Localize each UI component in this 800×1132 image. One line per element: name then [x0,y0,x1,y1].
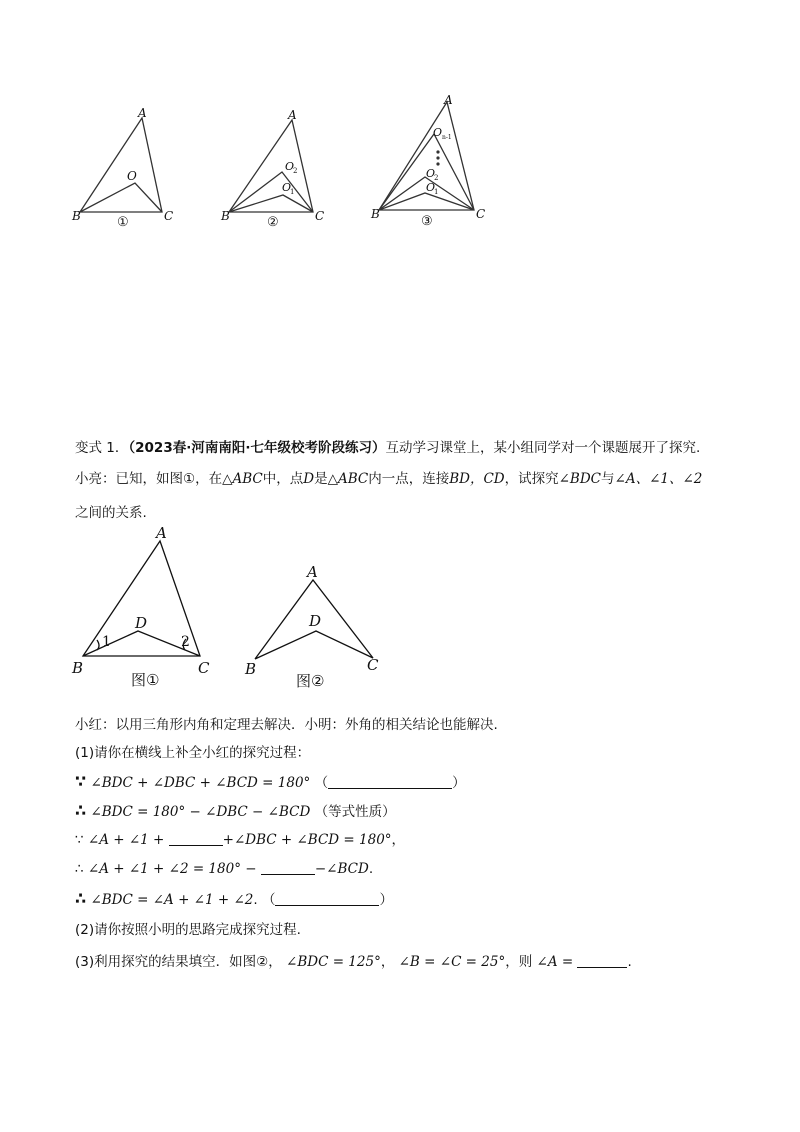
therefore-symbol: ∴ [75,889,87,908]
question-2-text: (2)请你按照小明的思路完成探究过程. [75,922,301,938]
fig3-label-c: C [476,207,486,221]
mfig1-label-c: C [198,659,210,677]
question-3 [75,952,632,972]
step-4-expr-a: ∠A + ∠1 + ∠2 = 180° − [87,861,257,877]
q3-angles-bc: ∠B = ∠C = 25° [398,954,506,970]
fig2-label-b: B [221,209,230,223]
fig3-dot [436,156,439,159]
question-1 [75,743,310,763]
step-5-expr: ∠BDC = ∠A + ∠1 + ∠2 [90,892,254,908]
fig2-caption: ② [267,215,279,230]
problem-text: 是 [314,471,328,487]
fig3-label-o2: O [426,167,436,180]
fig1-label-o: O [127,169,137,183]
angle-bdc: ∠BDC [558,471,602,487]
fig2-label-o1-sub: 1 [290,188,295,196]
fig3-label-o1-sub: 1 [434,188,439,196]
mfig2-caption: 图② [296,672,325,690]
middle-figures [0,520,800,700]
problem-line-2 [75,469,702,489]
step-5-mid: . [253,892,258,908]
problem-title: 变式 1． [75,440,129,456]
fig3-label-on-sub: n-1 [442,134,452,141]
problem-text: 与 [601,471,615,487]
mfig1-caption: 图① [131,671,160,689]
fig2-label-o2-sub: 2 [293,167,298,175]
fig2-inner-o1 [229,195,313,212]
point-d: D [303,471,315,487]
fig3-caption: ③ [421,214,433,229]
q3-comma: ， [380,954,395,970]
mfig2-label-d: D [309,612,322,630]
fig1-label-c: C [164,209,174,223]
solution-intro [75,715,498,735]
step-1 [75,772,466,793]
therefore-symbol: ∴ [75,861,84,877]
paren-open: （ [314,775,329,791]
problem-text: ，试探究 [504,471,559,487]
answer-blank-1[interactable] [328,774,452,789]
fig1-caption: ① [117,215,129,230]
question-1-text: (1)请你在横线上补全小红的探究过程： [75,745,311,761]
paren-close: ） [379,892,393,908]
mfig2-label-b: B [245,660,257,678]
fig3-inner-o1 [379,193,474,210]
step-3-expr-b: +∠DBC + ∠BCD = 180° [222,832,392,848]
solution-intro-text: 小红：以用三角形内角和定理去解决．小明：外角的相关结论也能解决. [75,717,498,733]
triangle-abc: △ABC [327,471,369,487]
therefore-symbol: ∴ [75,801,87,820]
because-symbol: ∵ [75,772,87,791]
fig1-label-b: B [72,209,81,223]
fig2-label-o2: O [285,160,295,173]
problem-source: （2023春·河南南阳·七年级校考阶段练习） [128,440,386,456]
step-2-note: （等式性质） [314,804,396,820]
fig3-dot [436,150,439,153]
step-1-expr: ∠BDC + ∠DBC + ∠BCD = 180° [90,775,311,791]
problem-intro: 互动学习课堂上，某小组同学对一个课题展开了探究. [385,440,701,456]
step-4-expr-b: −∠BCD [314,861,369,877]
step-3 [75,830,405,850]
segments-bd-cd: BD，CD [449,471,505,487]
because-symbol: ∵ [75,832,84,848]
problem-text: 中，点 [262,471,304,487]
step-5 [75,889,393,910]
fig2-label-a: A [288,108,297,122]
mfig1-label-b: B [72,659,84,677]
answer-blank-5[interactable] [577,953,627,968]
fig1-label-a: A [138,106,147,120]
q3-angle-a: ∠A = [536,954,574,970]
paren-open: （ [261,892,276,908]
question-3-text: (3)利用探究的结果填空．如图②， [75,954,282,970]
step-2 [75,801,396,822]
step-2-expr: ∠BDC = 180° − ∠DBC − ∠BCD [90,804,311,820]
mfig1-arc1 [97,640,99,650]
mfig2-label-c: C [367,656,379,674]
answer-blank-3[interactable] [261,860,315,875]
angles-list: ∠A、∠1、∠2 [614,471,703,487]
paren-close: ） [452,775,466,791]
mfig1-label-a: A [156,524,167,542]
mfig2-label-a: A [307,563,318,581]
problem-text: 之间的关系. [75,505,147,521]
q3-end: . [627,954,632,970]
fig3-label-on: O [433,126,443,139]
answer-blank-2[interactable] [169,831,223,846]
fig2-label-c: C [315,209,325,223]
mfig1-label-2: 2 [181,634,190,650]
q3-then: ，则 [505,954,533,970]
step-3-end: ， [391,832,406,848]
q3-angle-bdc: ∠BDC = 125° [286,954,381,970]
fig3-label-b: B [371,207,380,221]
fig3-label-o1: O [426,181,436,194]
fig3-label-a: A [444,93,453,107]
fig1-inner [80,183,162,212]
problem-text: 内一点，连接 [368,471,450,487]
answer-blank-4[interactable] [275,891,379,906]
fig2-inner-o2 [229,172,313,212]
question-2 [75,920,301,940]
step-4 [75,859,373,879]
problem-text: 小亮：已知，如图①，在 [75,471,223,487]
mfig1-label-d: D [135,614,148,632]
step-3-expr-a: ∠A + ∠1 + [87,832,165,848]
step-4-end: . [368,861,374,877]
fig3-label-o2-sub: 2 [434,174,439,182]
problem-line-1 [75,438,700,458]
fig3-dot [436,162,439,165]
triangle-abc: △ABC [222,471,263,487]
top-figures [0,0,800,240]
mfig1-label-1: 1 [102,634,111,650]
fig2-label-o1: O [282,181,292,194]
